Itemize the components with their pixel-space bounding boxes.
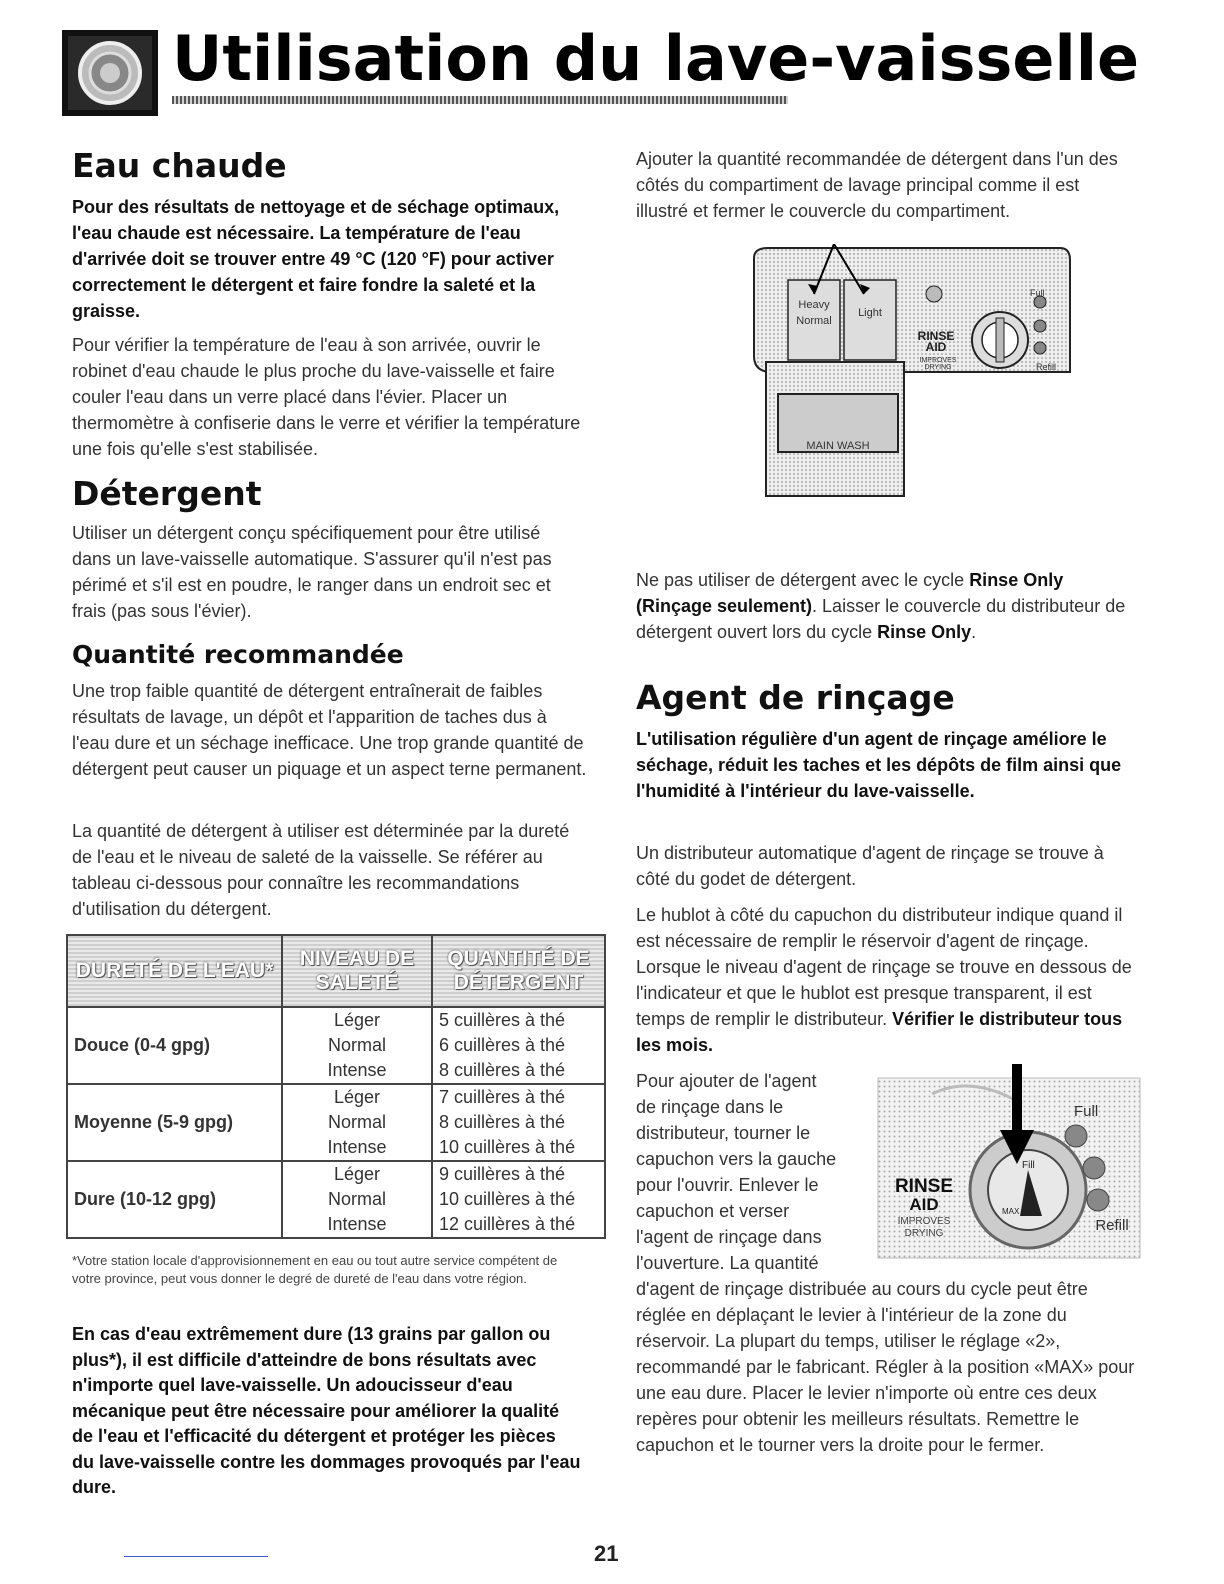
table-footnote: *Votre station locale d'approvisionnement en eau ou tout autre service compétent de votre province, peut vous donner le degré de dureté de l'eau dans votre région.	[72, 1253, 558, 1286]
hardness-label: Douce (0-4 gpg)	[67, 1007, 282, 1084]
refill-label-2: Refill	[1095, 1217, 1129, 1234]
rinse-label-2: RINSE	[894, 1176, 954, 1197]
table-header: DURETÉ DE L'EAU*	[67, 935, 282, 1007]
table-cell: Normal	[282, 1033, 432, 1058]
table-cell: Léger	[282, 1161, 432, 1187]
table-cell: Léger	[282, 1007, 432, 1033]
heading-agent-rincage: Agent de rinçage	[636, 678, 955, 717]
agent-p3-line: de rinçage dans le	[636, 1097, 784, 1117]
table-cell: 5 cuillères à thé	[432, 1007, 605, 1033]
improves-label-2: IMPROVES	[897, 1216, 951, 1227]
table-cell: 6 cuillères à thé	[432, 1033, 605, 1058]
agent-p3-line: distributeur, tourner le	[636, 1123, 811, 1143]
rinse-only-text	[636, 567, 1136, 645]
add-detergent-text: Ajouter la quantité recommandée de détergent dans l'un des côtés du compartiment de lavage principal comme il est illustré et fermer le couvercle du compartiment.	[636, 149, 1118, 221]
normal-label: Normal	[796, 315, 832, 327]
table-header: QUANTITÉ DE DÉTERGENT	[432, 935, 605, 1007]
hardness-label: Dure (10-12 gpg)	[67, 1161, 282, 1238]
agent-p3-line: l'ouverture. La quantité	[636, 1253, 819, 1273]
agent-p3-line: capuchon et verser	[636, 1201, 790, 1221]
refill-label: Refill	[1035, 362, 1057, 372]
arrow-down-icon	[1012, 1064, 1022, 1136]
page-number: 21	[594, 1541, 619, 1566]
hard-water-warning: En cas d'eau extrêmement dure (13 grains par gallon ou plus*), il est difficile d'atteindre de bons résultats avec n'importe quel lave-vaisselle. Un adoucisseur d'eau mécanique peut être nécessaire pour améliorer la qualité de l'eau et l'efficacité du détergent et protéger les pièces du lave-vaisselle contre les dommages provoqués par l'eau dure.	[72, 1324, 581, 1497]
fill-label: Fill	[1022, 1160, 1035, 1171]
drying-label-2: DRYING	[904, 1228, 944, 1239]
table-cell: Normal	[282, 1187, 432, 1212]
table-cell: Intense	[282, 1058, 432, 1084]
agent-p2-text: Le hublot à côté du capuchon du distributeur indique quand il est nécessaire de remplir le réservoir d'agent de rinçage. Lorsque le niveau d'agent de rinçage se trouve en dessous de l'indicateur et que le hublot est presque transparent, il est temps de remplir le distributeur.	[636, 905, 1132, 1029]
heavy-label: Heavy	[798, 299, 830, 311]
max-label: MAX	[1002, 1207, 1020, 1216]
page-title: Utilisation du lave-vaisselle	[172, 22, 1139, 95]
light-label: Light	[858, 307, 882, 319]
aid-label-2: AID	[909, 1195, 939, 1214]
agent-p2-bold: Vérifier le distributeur tous les mois.	[636, 1009, 1123, 1055]
table-group	[67, 1084, 605, 1161]
rinse-only-text-1: Ne pas utiliser de détergent avec le cycle	[636, 570, 970, 590]
drying-label: DRYING	[924, 364, 952, 371]
heading-eau-chaude: Eau chaude	[72, 146, 287, 185]
title-underline	[172, 96, 788, 104]
table-cell: 10 cuillères à thé	[432, 1135, 605, 1161]
rinse-label: RINSE	[917, 329, 955, 343]
aid-label: AID	[925, 340, 947, 354]
hardness-label: Moyenne (5-9 gpg)	[67, 1084, 282, 1161]
full-label-2: Full	[1074, 1103, 1099, 1120]
heading-detergent: Détergent	[72, 474, 262, 513]
rinse-only-text-3: .	[971, 622, 977, 642]
main-wash-label: MAIN WASH	[806, 440, 870, 452]
agent-p3-lines	[636, 1068, 876, 1276]
table-cell: 9 cuillères à thé	[432, 1161, 605, 1187]
table-cell: Léger	[282, 1084, 432, 1110]
agent-p3-line: l'agent de rinçage dans	[636, 1227, 822, 1247]
dispenser-illustration	[748, 244, 1076, 500]
heading-quantite: Quantité recommandée	[72, 640, 404, 669]
eau-chaude-body: Pour vérifier la température de l'eau à son arrivée, ouvrir le robinet d'eau chaude le plus proche du lave-vaisselle et faire couler l'eau dans un verre placé dans l'évier. Placer un thermomètre à confiserie dans le verre et vérifier la température une fois qu'elle s'est stabilisée.	[72, 335, 581, 459]
detergent-body: Utiliser un détergent conçu spécifiquement pour être utilisé dans un lave-vaisselle automatique. S'assurer qu'il n'est pas périmé et s'il est en poudre, le ranger dans un endroit sec et frais (pas sous l'évier).	[72, 523, 552, 621]
table-group	[67, 1161, 605, 1238]
quantite-p1: Une trop faible quantité de détergent entraînerait de faibles résultats de lavage, un dépôt et l'apparition de taches dus à l'eau dure et un séchage inefficace. Une trop grande quantité de détergent peut causer un piquage et un aspect terne permanent.	[72, 681, 587, 779]
eau-chaude-lead: Pour des résultats de nettoyage et de séchage optimaux, l'eau chaude est nécessaire. La température de l'eau d'arrivée doit se trouver entre 49 °C (120 °F) pour activer correctement le détergent et faire fondre la saleté et la graisse.	[72, 197, 560, 321]
detergent-table	[66, 934, 606, 1239]
table-cell: Normal	[282, 1110, 432, 1135]
agent-p3-line: capuchon vers la gauche	[636, 1149, 837, 1169]
table-cell: 10 cuillères à thé	[432, 1187, 605, 1212]
table-group	[67, 1007, 605, 1084]
table-cell: 12 cuillères à thé	[432, 1212, 605, 1238]
rinse-only-text-2: . Laisser le couvercle du distributeur de détergent ouvert lors du cycle	[636, 596, 1126, 642]
agent-p3-rest: d'agent de rinçage distribuée au cours du cycle peut être réglée en déplaçant le levier à l'intérieur de la zone du réservoir. La plupart du temps, utiliser le réglage «2», recommandé par le fabricant. Régler à la position «MAX» pour une eau dure. Placer le levier n'importe où entre ces deux repères pour obtenir les meilleurs résultats. Remettre le capuchon et le tourner vers la droite pour le fermer.	[636, 1279, 1135, 1455]
table-cell: 7 cuillères à thé	[432, 1084, 605, 1110]
rinse-aid-illustration	[872, 1064, 1142, 1260]
rinse-only-bold-1: Rinse Only (Rinçage seulement)	[636, 570, 1064, 616]
agent-p2	[636, 902, 1136, 1058]
table-header: NIVEAU DE SALETÉ	[282, 935, 432, 1007]
agent-lead: L'utilisation régulière d'un agent de rinçage améliore le séchage, réduit les taches et les dépôts de film ainsi que l'humidité à l'intérieur du lave-vaisselle.	[636, 729, 1122, 801]
agent-p1: Un distributeur automatique d'agent de rinçage se trouve à côté du godet de détergent.	[636, 843, 1104, 889]
improves-label: IMPROVES	[919, 357, 957, 364]
rinse-only-bold-2: Rinse Only	[877, 622, 972, 642]
dishwasher-icon	[62, 30, 158, 116]
table-cell: 8 cuillères à thé	[432, 1110, 605, 1135]
table-cell: Intense	[282, 1212, 432, 1238]
full-label: Full	[1030, 288, 1045, 298]
footer-line	[124, 1556, 268, 1557]
agent-p3-line: pour l'ouvrir. Enlever le	[636, 1175, 819, 1195]
agent-p3-line: Pour ajouter de l'agent	[636, 1071, 817, 1091]
quantite-p2: La quantité de détergent à utiliser est déterminée par la dureté de l'eau et le niveau de saleté de la vaisselle. Se référer au tableau ci-dessous pour connaître les recommandations d'utilisation du détergent.	[72, 821, 570, 919]
table-cell: Intense	[282, 1135, 432, 1161]
table-cell: 8 cuillères à thé	[432, 1058, 605, 1084]
